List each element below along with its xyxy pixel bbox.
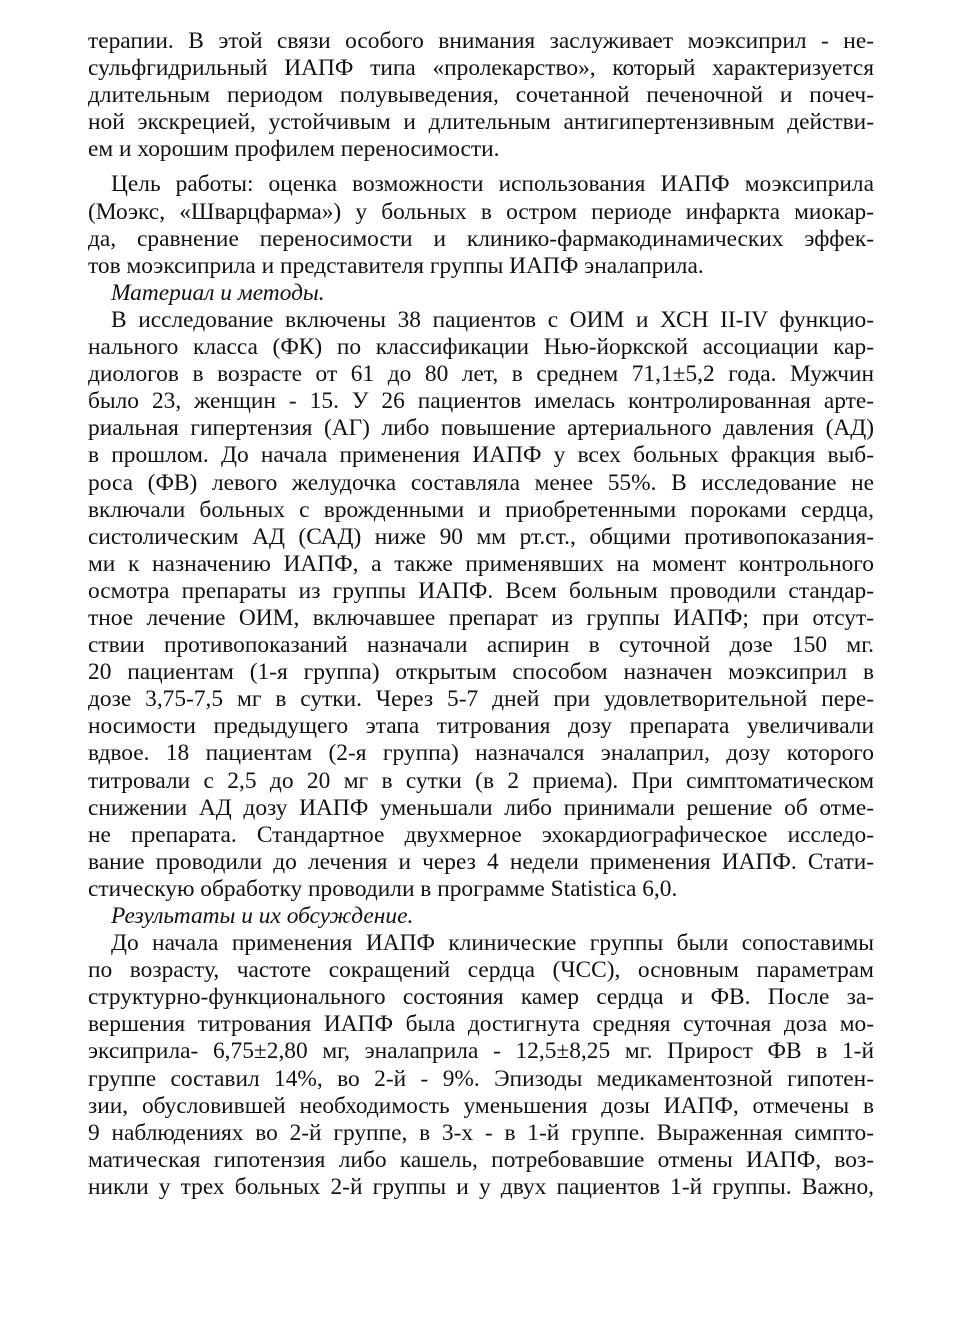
paragraph-intro-continuation: [88, 28, 874, 163]
text-line: носимости предыдущего этапа титрования дозу препарата увеличивали: [88, 713, 874, 740]
text-line: диологов в возрасте от 61 до 80 лет, в среднем 71,1±5,2 года. Мужчин: [88, 361, 874, 388]
text-line: было 23, женщин - 15. У 26 пациентов имелась контролированная арте-: [88, 388, 874, 415]
text-line: снижении АД дозу ИАПФ уменьшали либо принимали решение об отме-: [88, 794, 874, 821]
text-line: по возрасту, частоте сокращений сердца (ЧСС), основным параметрам: [88, 957, 874, 984]
text-line: 20 пациентам (1-я группа) открытым способом назначен моэксиприл в: [88, 659, 874, 686]
text-line: вание проводили до лечения и через 4 недели применения ИАПФ. Стати-: [88, 848, 874, 875]
text-line: систолическим АД (САД) ниже 90 мм рт.ст., общими противопоказания-: [88, 523, 874, 550]
text-line: тов моэксиприла и представителя группы ИАПФ эналаприла.: [88, 252, 704, 279]
text-line: ми к назначению ИАПФ, а также применявших на момент контрольного: [88, 550, 874, 577]
text-line: ной экскрецией, устойчивым и длительным антигипертензивным действи-: [88, 109, 874, 136]
text-line: вдвое. 18 пациентам (2-я группа) назначался эналаприл, дозу которого: [88, 740, 874, 767]
text-line: в прошлом. До начала применения ИАПФ у всех больных фракция выб-: [88, 442, 874, 469]
text-line: нального класса (ФК) по классификации Нью-йоркской ассоциации кар-: [88, 334, 874, 361]
text-line: дозе 3,75-7,5 мг в сутки. Через 5-7 дней при удовлетворительной пере-: [88, 686, 874, 713]
text-line: 9 наблюдениях во 2-й группе, в 3-х - в 1-й группе. Выраженная симпто-: [88, 1119, 874, 1146]
paragraph-results: [88, 930, 874, 1201]
text-line: стическую обработку проводили в программе Statistica 6,0.: [88, 875, 678, 902]
text-line: сульфгидрильный ИАПФ типа «пролекарство», который характеризуется: [88, 55, 874, 82]
text-line: включали больных с врожденными и приобретенными пороками сердца,: [88, 496, 874, 523]
text-line: структурно-функционального состояния камер сердца и ФВ. После за-: [88, 984, 874, 1011]
section-heading-results: Результаты и их обсуждение.: [111, 903, 414, 929]
text-line: ем и хорошим профилем переносимости.: [88, 136, 500, 163]
text-line: титровали с 2,5 до 20 мг в сутки (в 2 приема). При симптоматическом: [88, 767, 874, 794]
text-line: Цель работы: оценка возможности использования ИАПФ моэксиприла: [111, 171, 874, 198]
text-line: (Моэкс, «Шварцфарма») у больных в остром периоде инфаркта миокар-: [88, 198, 874, 225]
text-line: длительным периодом полувыведения, сочетанной печеночной и почеч-: [88, 82, 874, 109]
text-line: группе составил 14%, во 2-й - 9%. Эпизоды медикаментозной гипотен-: [88, 1065, 874, 1092]
paragraph-methods: [88, 307, 874, 903]
paragraph-aim: [88, 171, 874, 279]
text-line: матическая гипотензия либо кашель, потребовавшие отмены ИАПФ, воз-: [88, 1146, 874, 1173]
text-line: роса (ФВ) левого желудочка составляла менее 55%. В исследование не: [88, 469, 874, 496]
text-line: В исследование включены 38 пациентов с ОИМ и ХСН II-IV функцио-: [111, 306, 874, 333]
section-heading-methods: Материал и методы.: [111, 279, 325, 306]
text-line: риальная гипертензия (АГ) либо повышение артериального давления (АД): [88, 415, 874, 442]
text-line: не препарата. Стандартное двухмерное эхокардиографическое исследо-: [88, 821, 874, 848]
text-line: ствии противопоказаний назначали аспирин в суточной дозе 150 мг.: [88, 632, 874, 659]
text-line: вершения титрования ИАПФ была достигнута средняя суточная доза мо-: [88, 1011, 874, 1038]
text-line: да, сравнение переносимости и клинико-фармакодинамических эффек-: [88, 225, 874, 252]
text-line: зии, обусловившей необходимость уменьшения дозы ИАПФ, отмечены в: [88, 1092, 874, 1119]
text-line: никли у трех больных 2-й группы и у двух пациентов 1-й группы. Важно,: [88, 1173, 874, 1200]
text-line: эксиприла- 6,75±2,80 мг, эналаприла - 12,5±8,25 мг. Прирост ФВ в 1-й: [88, 1038, 874, 1065]
text-line: тное лечение ОИМ, включавшее препарат из группы ИАПФ; при отсут-: [88, 604, 874, 631]
text-line: До начала применения ИАПФ клинические группы были сопоставимы: [111, 930, 874, 957]
text-line: терапии. В этой связи особого внимания заслуживает моэксиприл - не-: [88, 28, 874, 54]
text-line: осмотра препараты из группы ИАПФ. Всем больным проводили стандар-: [88, 577, 874, 604]
